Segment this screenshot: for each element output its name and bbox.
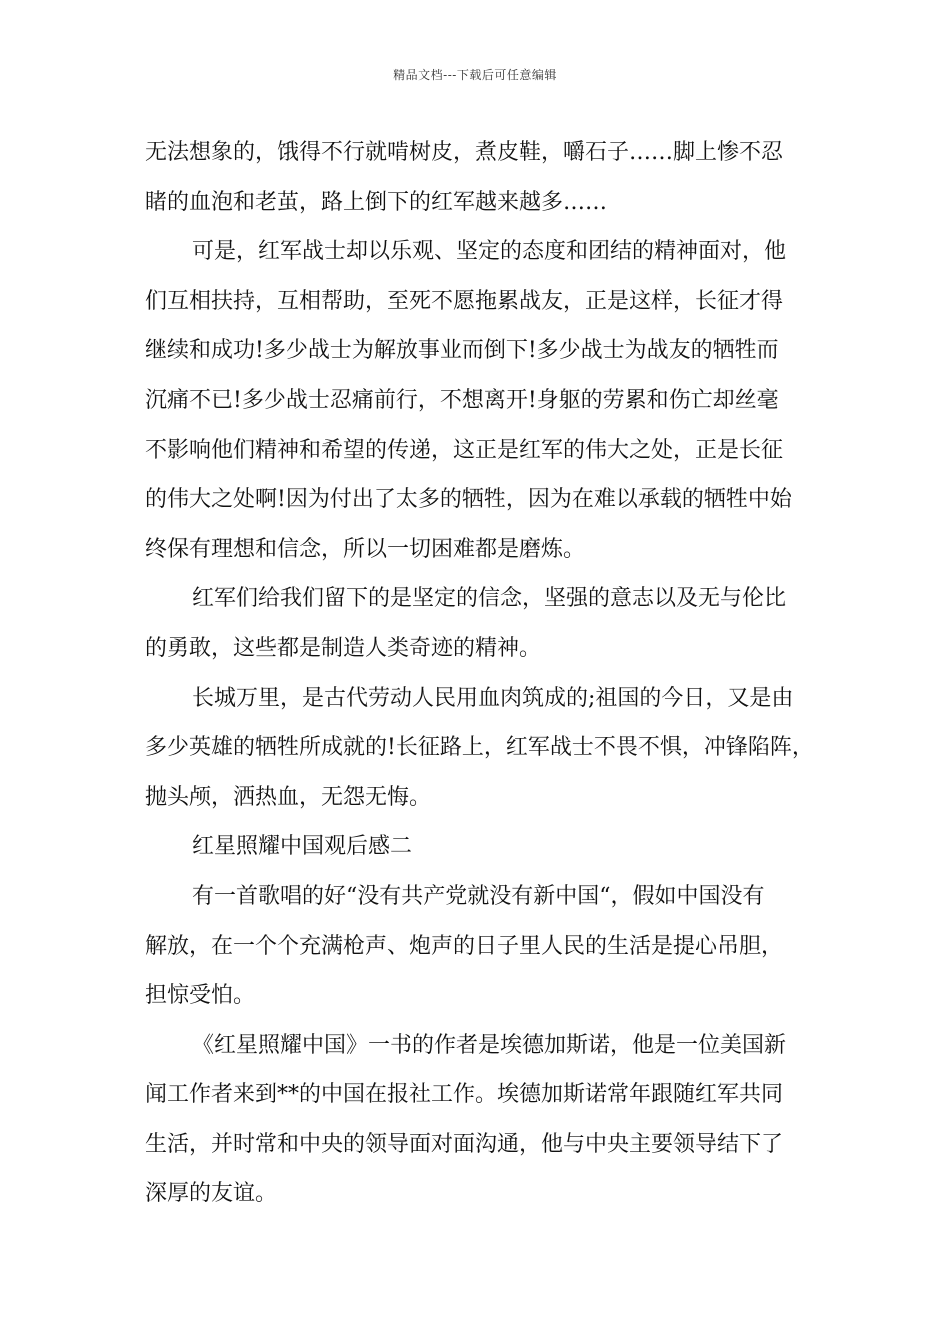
text-line: 不影响他们精神和希望的传递，这正是红军的伟大之处，正是长征 [145, 437, 784, 463]
text-line: 的伟大之处啊!因为付出了太多的牺牲，因为在难以承载的牺牲中始 [145, 487, 792, 513]
text-line: 睹的血泡和老茧，路上倒下的红军越来越多…… [145, 189, 608, 215]
paragraph-start-line: 《红星照耀中国》一书的作者是埃德加斯诺，他是一位美国新 [192, 1032, 787, 1058]
text-line: 的勇敢，这些都是制造人类奇迹的精神。 [145, 635, 542, 661]
body-text [145, 128, 825, 1219]
text-line: 继续和成功!多少战士为解放事业而倒下!多少战士为战友的牺牲而 [145, 338, 779, 364]
text-line: 解放，在一个个充满枪声、炮声的日子里人民的生活是提心吊胆， [145, 933, 784, 959]
paragraph-start-line: 红军们给我们留下的是坚定的信念，坚强的意志以及无与伦比 [192, 586, 787, 612]
section-heading: 红星照耀中国观后感二 [192, 834, 413, 860]
text-line: 多少英雄的牺牲所成就的!长征路上，红军战士不畏不惧，冲锋陷阵， [145, 735, 814, 761]
paragraph-start-line: 有一首歌唱的好“没有共产党就没有新中国“，假如中国没有 [192, 883, 765, 909]
page-header: 精品文档---下载后可任意编辑 [393, 68, 557, 82]
text-line: 无法想象的，饿得不行就啃树皮，煮皮鞋，嚼石子……脚上惨不忍 [145, 140, 784, 165]
paragraph-start-line: 长城万里，是古代劳动人民用血肉筑成的;祖国的今日，又是由 [192, 685, 794, 711]
text-line: 沉痛不已!多少战士忍痛前行，不想离开!身躯的劳累和伤亡却丝毫 [145, 387, 779, 413]
text-line: 终保有理想和信念，所以一切困难都是磨炼。 [145, 536, 586, 562]
text-line: 闻工作者来到**的中国在报社工作。埃德加斯诺常年跟随红军共同 [145, 1082, 784, 1108]
paragraph-start-line: 可是，红军战士却以乐观、坚定的态度和团结的精神面对，他 [192, 239, 787, 265]
text-line: 们互相扶持，互相帮助，至死不愿拖累战友，正是这样，长征才得 [145, 288, 784, 314]
text-line: 生活，并时常和中央的领导面对面沟通，他与中央主要领导结下了 [145, 1131, 784, 1157]
text-line: 抛头颅，洒热血，无怨无悔。 [145, 784, 432, 810]
text-line: 担惊受怕。 [145, 983, 256, 1009]
text-line: 深厚的友谊。 [145, 1181, 278, 1207]
